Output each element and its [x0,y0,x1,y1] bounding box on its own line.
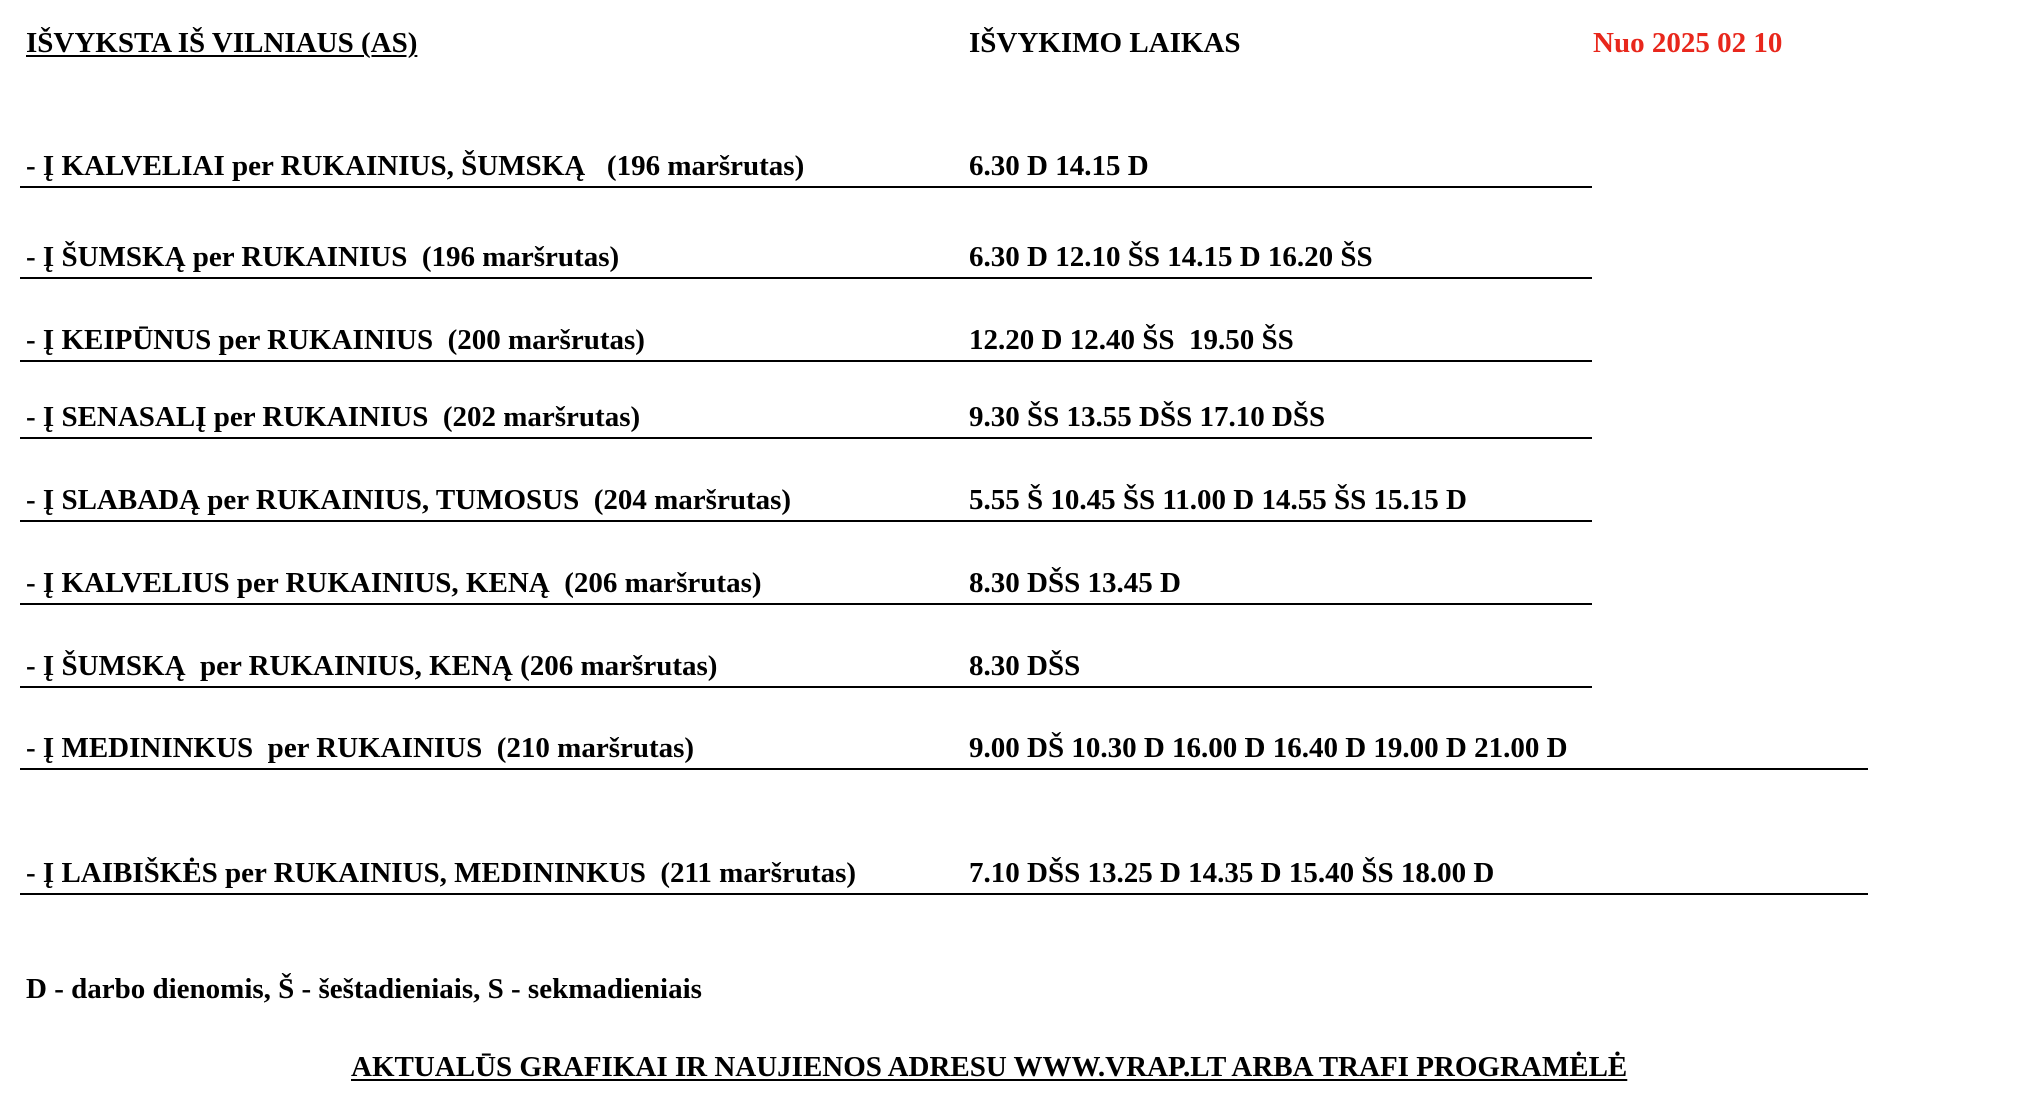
departure-heading: IŠVYKSTA IŠ VILNIAUS (AS) [26,27,418,59]
schedule-legend: D - darbo dienomis, Š - šeštadieniais, S - sekmadieniais [26,973,702,1005]
route-row [20,150,1592,188]
route-name: - Į ŠUMSKĄ per RUKAINIUS (196 maršrutas) [26,241,620,273]
route-name: - Į MEDININKUS per RUKAINIUS (210 maršrutas) [26,732,695,764]
route-times: 12.20 D 12.40 ŠS 19.50 ŠS [969,324,1294,356]
route-row [20,567,1592,605]
valid-from-date: Nuo 2025 02 10 [1593,27,1783,59]
route-name: - Į KALVELIUS per RUKAINIUS, KENĄ (206 maršrutas) [26,567,762,599]
departure-time-heading: IŠVYKIMO LAIKAS [969,27,1241,59]
route-name: - Į SLABADĄ per RUKAINIUS, TUMOSUS (204 maršrutas) [26,484,792,516]
route-times: 5.55 Š 10.45 ŠS 11.00 D 14.55 ŠS 15.15 D [969,484,1467,516]
route-row [20,732,1868,770]
footer-notice: AKTUALŪS GRAFIKAI IR NAUJIENOS ADRESU WWW.VRAP.LT ARBA TRAFI PROGRAMĖLĖ [351,1051,1628,1083]
route-name: - Į SENASALĮ per RUKAINIUS (202 maršrutas) [26,401,641,433]
route-row [20,484,1592,522]
route-row [20,857,1868,895]
route-name: - Į KALVELIAI per RUKAINIUS, ŠUMSKĄ (196 maršrutas) [26,150,805,182]
route-times: 9.00 DŠ 10.30 D 16.00 D 16.40 D 19.00 D 21.00 D [969,732,1568,764]
route-times: 7.10 DŠS 13.25 D 14.35 D 15.40 ŠS 18.00 D [969,857,1495,889]
route-times: 9.30 ŠS 13.55 DŠS 17.10 DŠS [969,401,1326,433]
route-times: 8.30 DŠS 13.45 D [969,567,1181,599]
route-times: 6.30 D 12.10 ŠS 14.15 D 16.20 ŠS [969,241,1373,273]
route-row [20,650,1592,688]
route-name: - Į LAIBIŠKĖS per RUKAINIUS, MEDININKUS (211 maršrutas) [26,857,857,889]
route-row [20,324,1592,362]
route-row [20,241,1592,279]
route-times: 6.30 D 14.15 D [969,150,1149,182]
route-row [20,401,1592,439]
route-times: 8.30 DŠS [969,650,1081,682]
route-name: - Į KEIPŪNUS per RUKAINIUS (200 maršrutas) [26,324,645,356]
route-name: - Į ŠUMSKĄ per RUKAINIUS, KENĄ (206 maršrutas) [26,650,718,682]
